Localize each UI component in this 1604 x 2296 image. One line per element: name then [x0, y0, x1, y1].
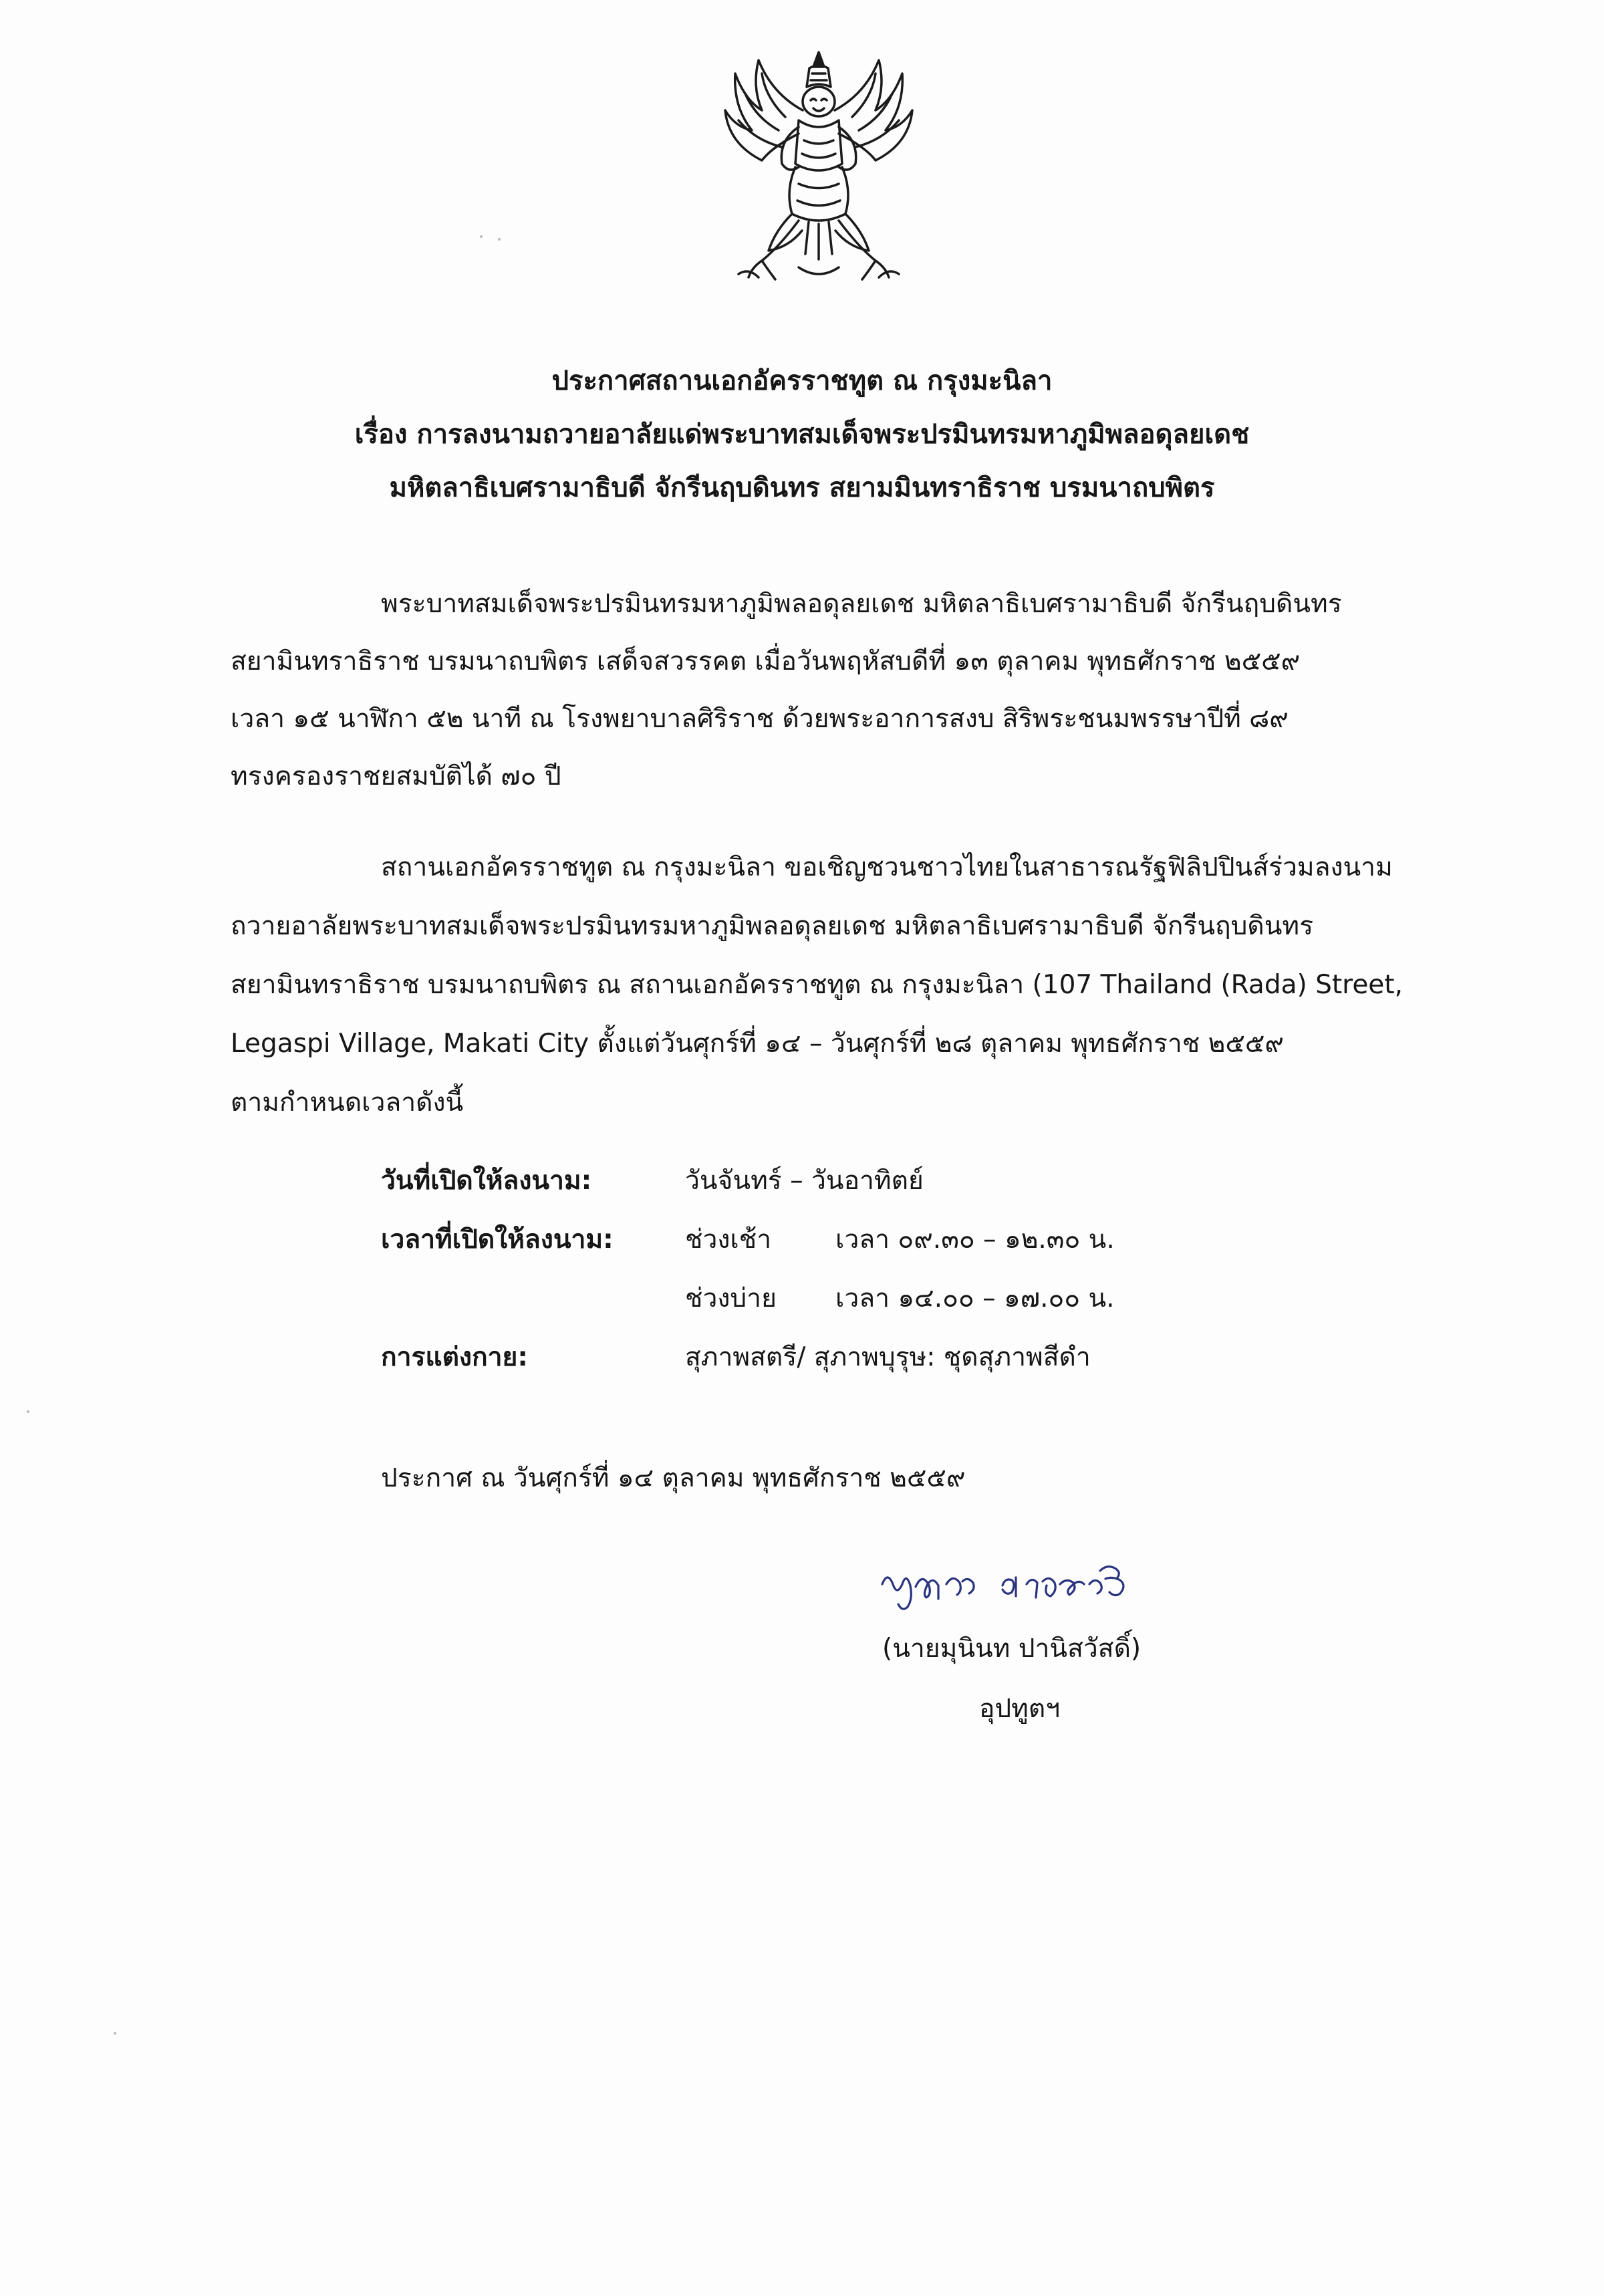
- title-line-1: ประกาศสถานเอกอัครราชทูต ณ กรุงมะนิลา: [551, 366, 1053, 396]
- paragraph-1-line: สยามินทราธิราช บรมนาถบพิตร เสด็จสวรรคต เมื่อวันพฤหัสบดีที่ ๑๓ ตุลาคม พุทธศักราช ๒๕๕๙: [231, 646, 1301, 676]
- paragraph-2-line: Legaspi Village, Makati City ตั้งแต่วันศุกร์ที่ ๑๔ – วันศุกร์ที่ ๒๘ ตุลาคม พุทธศักราช ๒๕๕๙: [231, 1029, 1284, 1059]
- scan-speck: [114, 2032, 116, 2035]
- signer-name: (นายมุนินท ปานิสวัสดิ์): [882, 1634, 1142, 1664]
- scan-speck: [480, 235, 483, 238]
- scan-speck: [27, 1410, 29, 1413]
- title-line-3: มหิตลาธิเบศรามาธิบดี จักรีนฤบดินทร สยามมินทราธิราช บรมนาถบพิตร: [389, 473, 1215, 503]
- afternoon-label: ช่วงบ่าย: [685, 1283, 777, 1313]
- scan-speck: [498, 238, 501, 241]
- paragraph-1-line: เวลา ๑๕ นาฬิกา ๕๒ นาที ณ โรงพยาบาลศิริราช ด้วยพระอาการสงบ สิริพระชนมพรรษาปีที่ ๘๙: [231, 704, 1289, 734]
- garuda-emblem-icon: [698, 47, 939, 301]
- announcement-title: [0, 354, 1604, 515]
- paragraph-1-line: ทรงครองราชยสมบัติได้ ๗๐ ปี: [231, 761, 561, 791]
- signer-title: อุปทูตฯ: [979, 1694, 1061, 1724]
- title-line-2: เรื่อง การลงนามถวายอาลัยแด่พระบาทสมเด็จพระปรมินทรมหาภูมิพลอดุลยเดช: [354, 419, 1250, 450]
- dress-label: การแต่งกาย:: [381, 1342, 528, 1372]
- paragraph-2-line: ตามกำหนดเวลาดังนี้: [231, 1088, 464, 1118]
- paragraph-1-line: พระบาทสมเด็จพระปรมินทรมหาภูมิพลอดุลยเดช มหิตลาธิเบศรามาธิบดี จักรีนฤบดินทร: [381, 589, 1342, 619]
- morning-label: ช่วงเช้า: [685, 1225, 772, 1255]
- afternoon-time: เวลา ๑๔.๐๐ – ๑๗.๐๐ น.: [835, 1283, 1115, 1313]
- dress-value: สุภาพสตรี/ สุภาพบุรุษ: ชุดสุภาพสีดำ: [685, 1342, 1091, 1372]
- paragraph-2-line: สถานเอกอัครราชทูต ณ กรุงมะนิลา ขอเชิญชวนชาวไทยในสาธารณรัฐฟิลิปปินส์ร่วมลงนาม: [381, 852, 1393, 882]
- morning-time: เวลา ๐๙.๓๐ – ๑๒.๓๐ น.: [835, 1225, 1115, 1255]
- days-label: วันที่เปิดให้ลงนาม:: [381, 1166, 592, 1196]
- days-value: วันจันทร์ – วันอาทิตย์: [685, 1166, 924, 1196]
- time-label: เวลาที่เปิดให้ลงนาม:: [381, 1225, 614, 1255]
- announcement-date: ประกาศ ณ วันศุกร์ที่ ๑๔ ตุลาคม พุทธศักราช ๒๕๕๙: [381, 1463, 966, 1493]
- handwritten-signature: [869, 1537, 1203, 1624]
- paragraph-2-line: ถวายอาลัยพระบาทสมเด็จพระปรมินทรมหาภูมิพลอดุลยเดช มหิตลาธิเบศรามาธิบดี จักรีนฤบดินทร: [231, 911, 1314, 941]
- paragraph-2-line: สยามินทราธิราช บรมนาถบพิตร ณ สถานเอกอัครราชทูต ณ กรุงมะนิลา (107 Thailand (Rada) Street,: [231, 970, 1403, 1000]
